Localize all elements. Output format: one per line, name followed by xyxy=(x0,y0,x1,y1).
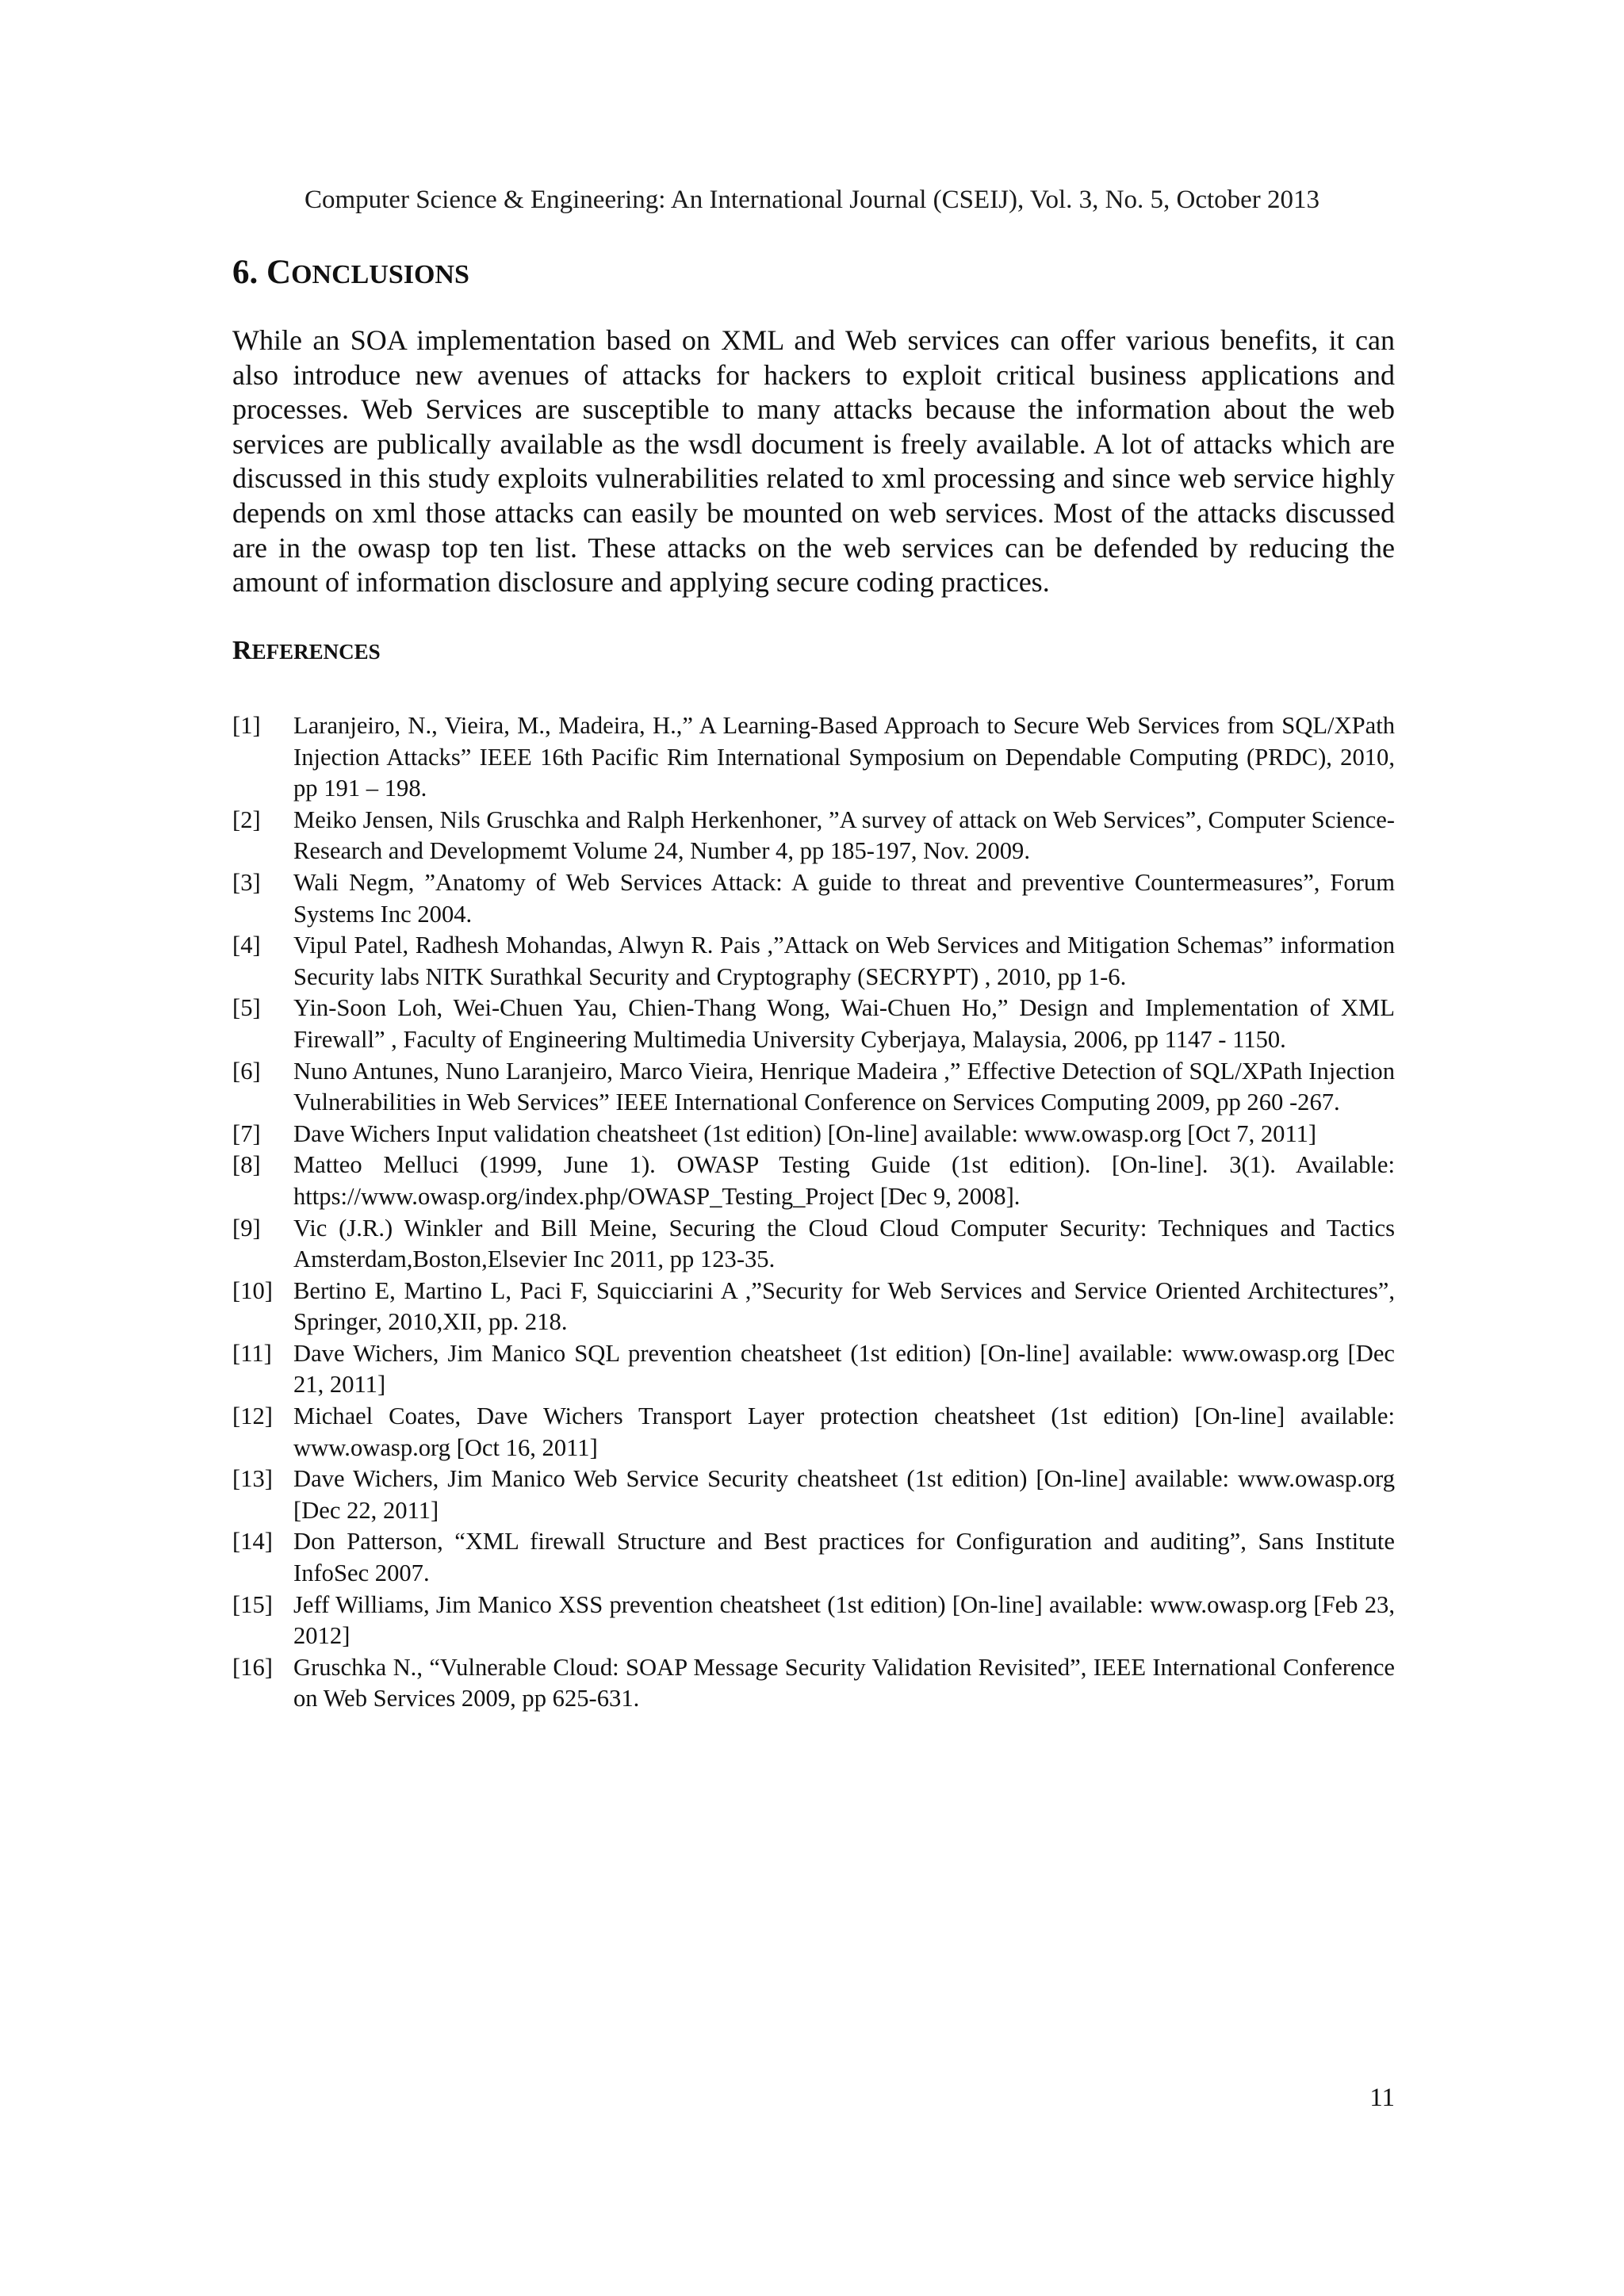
reference-text: Bertino E, Martino L, Paci F, Squicciarini A ,”Security for Web Services and Service Oriented Architectures”, Springer, 2010,XII, pp. 218. xyxy=(293,1276,1395,1336)
reference-item xyxy=(232,1150,1395,1212)
reference-item xyxy=(232,1401,1395,1464)
reference-item xyxy=(232,1590,1395,1652)
reference-number: [11] xyxy=(232,1339,272,1367)
reference-item xyxy=(232,805,1395,867)
reference-item xyxy=(232,1119,1395,1150)
reference-item xyxy=(232,930,1395,993)
reference-item xyxy=(232,1338,1395,1401)
section-title-initial: C xyxy=(266,254,292,291)
reference-number: [15] xyxy=(232,1590,273,1618)
reference-text: Meiko Jensen, Nils Gruschka and Ralph Herkenhoner, ”A survey of attack on Web Services”, Computer Science- Research and Developmemt Volume 24, Number 4, pp 185-197, Nov. 2009. xyxy=(293,806,1395,865)
references-title-rest: EFERENCES xyxy=(251,640,381,664)
running-header: Computer Science & Engineering: An International Journal (CSEIJ), Vol. 3, No. 5, October 2013 xyxy=(304,186,1320,214)
reference-text: Dave Wichers, Jim Manico Web Service Security cheatsheet (1st edition) [On-line] available: www.owasp.org [Dec 22, 2011] xyxy=(293,1465,1395,1524)
reference-item xyxy=(232,1213,1395,1276)
reference-item xyxy=(232,993,1395,1055)
reference-number: [10] xyxy=(232,1276,273,1304)
conclusions-heading xyxy=(232,252,1395,296)
reference-number: [9] xyxy=(232,1214,261,1242)
reference-number: [1] xyxy=(232,712,261,739)
reference-number: [6] xyxy=(232,1057,261,1085)
references-heading xyxy=(232,634,1395,668)
reference-text: Vipul Patel, Radhesh Mohandas, Alwyn R. Pais ,”Attack on Web Services and Mitigation Schemas” information Security labs NITK Surathkal Security and Cryptography (SECRYPT) , 2010, pp 1-6. xyxy=(293,932,1395,990)
reference-item xyxy=(232,1276,1395,1338)
reference-text: Michael Coates, Dave Wichers Transport Layer protection cheatsheet (1st edition) [On-line] available: www.owasp.org [Oct 16, 2011] xyxy=(293,1402,1395,1461)
reference-text: Wali Negm, ”Anatomy of Web Services Attack: A guide to threat and preventive Countermeasures”, Forum Systems Inc 2004. xyxy=(293,868,1395,928)
reference-number: [8] xyxy=(232,1151,261,1179)
reference-number: [7] xyxy=(232,1119,261,1147)
reference-text: Jeff Williams, Jim Manico XSS prevention cheatsheet (1st edition) [On-line] available: www.owasp.org [Feb 23, 2012] xyxy=(293,1590,1395,1650)
reference-text: Yin-Soon Loh, Wei-Chuen Yau, Chien-Thang Wong, Wai-Chuen Ho,” Design and Implementation of XML Firewall” , Faculty of Engineering Multimedia University Cyberjaya, Malaysia, 2006, pp 1147 - 1150. xyxy=(293,994,1395,1053)
reference-number: [14] xyxy=(232,1528,273,1556)
reference-number: [5] xyxy=(232,994,261,1022)
reference-number: [13] xyxy=(232,1465,273,1493)
section-number: 6. xyxy=(232,254,259,291)
reference-item xyxy=(232,1056,1395,1119)
reference-list xyxy=(232,710,1395,1715)
reference-number: [2] xyxy=(232,806,261,833)
references-title-initial: R xyxy=(232,636,252,665)
reference-text: Laranjeiro, N., Vieira, M., Madeira, H.,” A Learning-Based Approach to Secure Web Services from SQL/XPath Injection Attacks” IEEE 16th Pacific Rim International Symposium on Dependable Computing (PRDC), 2010, pp 191 – 198. xyxy=(293,712,1395,802)
reference-number: [12] xyxy=(232,1402,273,1430)
reference-item xyxy=(232,710,1395,805)
reference-item xyxy=(232,1652,1395,1715)
page-number: 11 xyxy=(1369,2084,1395,2112)
reference-text: Dave Wichers Input validation cheatsheet (1st edition) [On-line] available: www.owasp.org [Oct 7, 2011] xyxy=(293,1119,1317,1147)
reference-text: Don Patterson, “XML firewall Structure and Best practices for Configuration and auditing”, Sans Institute InfoSec 2007. xyxy=(293,1528,1395,1587)
reference-number: [4] xyxy=(232,932,261,959)
section-title-rest: ONCLUSIONS xyxy=(291,260,469,289)
reference-item xyxy=(232,1526,1395,1589)
reference-text: Matteo Melluci (1999, June 1). OWASP Testing Guide (1st edition). [On-line]. 3(1). Available: https://www.owasp.org/index.php/OWASP_Testing_Project [Dec 9, 2008]. xyxy=(293,1151,1395,1210)
reference-text: Dave Wichers, Jim Manico SQL prevention cheatsheet (1st edition) [On-line] available: www.owasp.org [Dec 21, 2011] xyxy=(293,1339,1395,1399)
reference-item xyxy=(232,867,1395,930)
conclusions-paragraph: While an SOA implementation based on XML and Web services can offer various benefits, it can also introduce new avenues of attacks for hackers to exploit critical business applications and processes. Web Services are susceptible to many attacks because the information about the web services are publically available as the wsdl document is freely available. A lot of attacks which are discussed in this study exploits vulnerabilities related to xml processing and since web service highly depends on xml those attacks can easily be mounted on web services. Most of the attacks discussed are in the owasp top ten list. These attacks on the web services can be defended by reducing the amount of information disclosure and applying secure coding practices. xyxy=(232,324,1395,599)
reference-item xyxy=(232,1464,1395,1526)
reference-text: Nuno Antunes, Nuno Laranjeiro, Marco Vieira, Henrique Madeira ,” Effective Detection of SQL/XPath Injection Vulnerabilities in Web Services” IEEE International Conference on Services Computing 2009, pp 260 -267. xyxy=(293,1057,1395,1116)
reference-text: Vic (J.R.) Winkler and Bill Meine, Securing the Cloud Cloud Computer Security: Techniques and Tactics Amsterdam,Boston,Elsevier Inc 2011, pp 123-35. xyxy=(293,1214,1395,1273)
reference-number: [3] xyxy=(232,868,261,896)
reference-number: [16] xyxy=(232,1653,273,1681)
reference-text: Gruschka N., “Vulnerable Cloud: SOAP Message Security Validation Revisited”, IEEE International Conference on Web Services 2009, pp 625-631. xyxy=(293,1653,1395,1712)
